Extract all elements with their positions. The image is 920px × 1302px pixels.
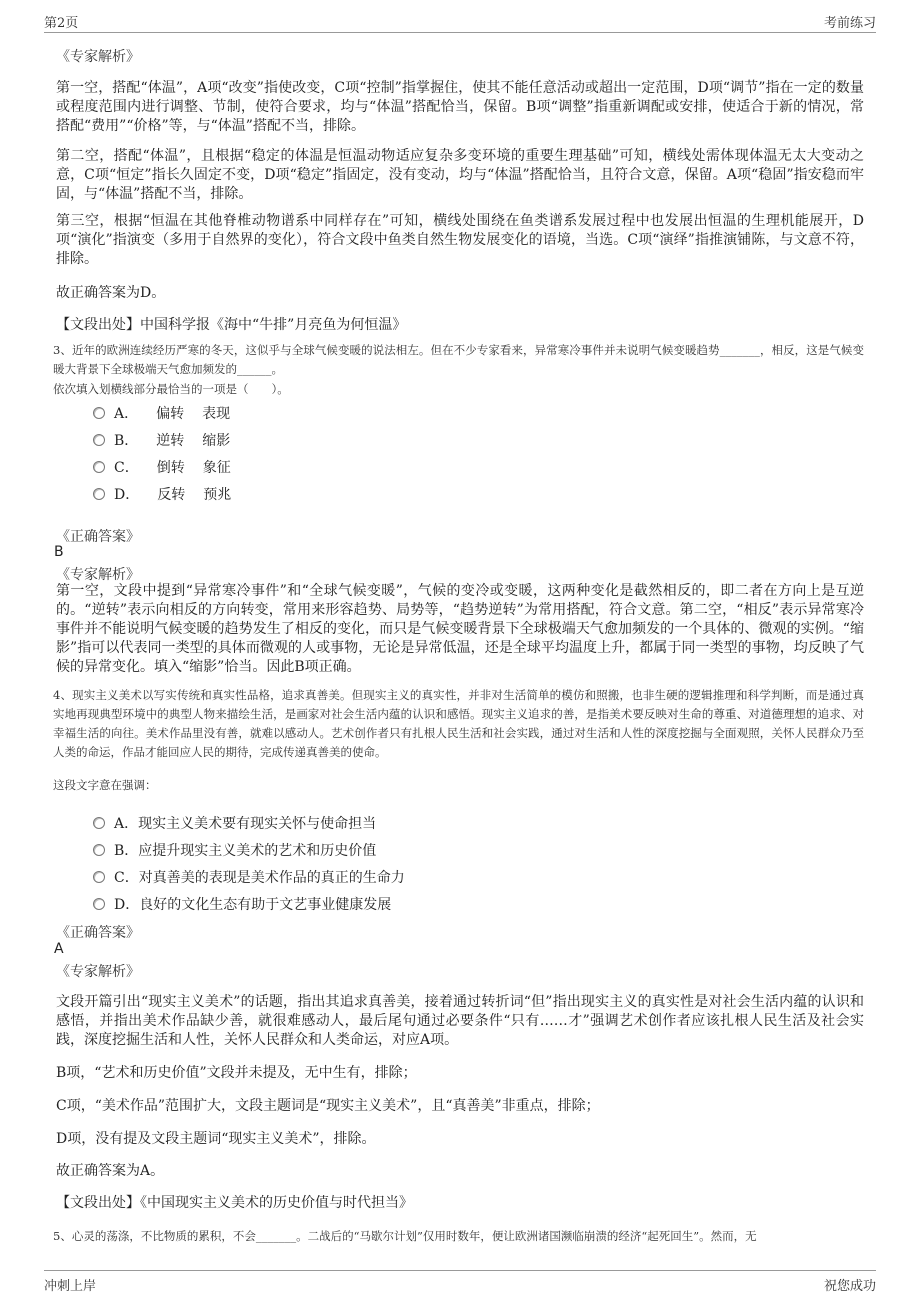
q2-conclusion: 故正确答案为D。 (56, 285, 166, 301)
q4-option-a[interactable]: A．现实主义美术要有现实关怀与使命担当 (93, 813, 376, 833)
page-number: 第2页 (44, 16, 79, 31)
footer-right-text: 祝您成功 (823, 1279, 876, 1294)
footer-left-text: 冲刺上岸 (44, 1279, 97, 1294)
q3-option-b[interactable]: B． 逆转 缩影 (93, 430, 230, 450)
q4-option-b[interactable]: B．应提升现实主义美术的艺术和历史价值 (93, 840, 376, 860)
radio-icon[interactable] (93, 844, 105, 856)
q2-analysis-para-2: 第二空，搭配“体温”，且根据“稳定的体温是恒温动物适应复杂多变环境的重要生理基础”可知，横线处需体现体温无太大变动之意，C项“恒定”指长久固定不变，D项“稳定”指固定，没有变动，均与“体温”搭配恰当，且符合文意，保留。A项“稳固”指安稳而牢固，与“体温”搭配不当，排除。 (56, 148, 864, 202)
q4-analysis-c: C项，“美术作品”范围扩大，文段主题词是“现实主义美术”，且“真善美”非重点，排除； (56, 1098, 600, 1114)
page-header (44, 10, 876, 33)
q4-source: 【文段出处】《中国现实主义美术的历史价值与时代担当》 (56, 1195, 413, 1211)
q3-analysis-label: 《专家解析》 (56, 567, 140, 583)
q2-source: 【文段出处】中国科学报《海中“牛排”月亮鱼为何恒温》 (56, 317, 407, 333)
q4-prompt: 这段文字意在强调： (53, 778, 157, 792)
q3-prompt: 依次填入划横线部分最恰当的一项是（ ）。 (53, 382, 289, 396)
q2-analysis-para-3: 第三空，根据“恒温在其他脊椎动物谱系中同样存在”可知，横线处围绕在鱼类谱系发展过程中也发展出恒温的生理机能展开，D项“演化”指演变（多用于自然界的变化），符合文段中鱼类自然生物发展变化的语境，当选。C项“演绎”指推演铺陈，与文意不符，排除。 (56, 213, 864, 267)
q4-option-c[interactable]: C．对真善美的表现是美术作品的真正的生命力 (93, 867, 405, 887)
q5-stem: 5、心灵的荡涤，不比物质的累积，不会_______。二战后的“马歇尔计划”仅用时数年，便让欧洲诸国濒临崩溃的经济“起死回生”。然而，无 (53, 1229, 757, 1243)
radio-icon[interactable] (93, 461, 105, 473)
q4-analysis-d: D项，没有提及文段主题词“现实主义美术”，排除。 (56, 1131, 376, 1147)
radio-icon[interactable] (93, 434, 105, 446)
q3-analysis: 第一空，文段中提到“异常寒冷事件”和“全球气候变暖”，气候的变冷或变暖，这两种变化是截然相反的，即二者在方向上是互逆的。“逆转”表示向相反的方向转变，常用来形容趋势、局势等，“趋势逆转”为常用搭配，符合文意。第二空，“相反”表示异常寒冷事件并不能说明气候变暖的趋势发生了相反的变化，而只是气候变暖背景下全球极端天气愈加频发的一个具体的、微观的实例。“缩影”指可以代表同一类型的具体而微观的人或事物，无论是异常低温，还是全球平均温度上升，都属于同一类型的事物，均反映了气候的异常变化。填入“缩影”恰当。因此B项正确。 (56, 583, 864, 675)
header-title: 考前练习 (823, 16, 876, 31)
q4-answer-label: 《正确答案》 (56, 925, 140, 941)
q4-analysis-b: B项，“艺术和历史价值”文段并未提及，无中生有，排除； (56, 1065, 417, 1081)
q3-option-c[interactable]: C． 倒转 象征 (93, 457, 231, 477)
q4-stem: 4、现实主义美术以写实传统和真实性品格，追求真善美。但现实主义的真实性，并非对生活简单的模仿和照搬，也非生硬的逻辑推理和科学判断，而是通过真实地再现典型环境中的典型人物来描绘生活，是画家对社会生活内蕴的认识和感悟。现实主义追求的善，是指美术要反映对生命的尊重、对道德理想的追求、对幸福生活的向往。美术作品里没有善，就难以感动人。艺术创作者只有扎根人民生活和社会实践，通过对生活和人性的深度挖掘与全面观照，关怀人民群众乃至人类的命运，作品才能回应人民的期待，完成传递真善美的使命。 (53, 688, 864, 759)
q4-answer: A (54, 941, 64, 957)
radio-icon[interactable] (93, 488, 105, 500)
q4-option-d[interactable]: D．良好的文化生态有助于文艺事业健康发展 (93, 894, 391, 914)
q4-conclusion: 故正确答案为A。 (56, 1163, 165, 1179)
q3-answer: B (54, 544, 64, 560)
q2-analysis-para-1: 第一空，搭配“体温”，A项“改变”指使改变，C项“控制”指掌握住，使其不能任意活动或超出一定范围，D项“调节”指在一定的数量或程度范围内进行调整、节制，使符合要求，均与“体温”搭配恰当，保留。B项“调整”指重新调配或安排，使适合于新的情况，常搭配“费用”“价格”等，与“体温”搭配不当，排除。 (56, 80, 864, 134)
q2-analysis-label: 《专家解析》 (56, 49, 140, 65)
q4-analysis-para: 文段开篇引出“现实主义美术”的话题，指出其追求真善美，接着通过转折词“但”指出现实主义的真实性是对社会生活内蕴的认识和感悟，并指出美术作品缺少善，就很难感动人，最后尾句通过必要条件“只有……才”强调艺术创作者应该扎根人民生活及社会实践，深度挖掘生活和人性，关怀人民群众和人类命运，对应A项。 (56, 994, 864, 1048)
radio-icon[interactable] (93, 898, 105, 910)
q3-option-a[interactable]: A． 偏转 表现 (93, 403, 230, 423)
q3-answer-label: 《正确答案》 (56, 529, 140, 545)
page-footer (44, 1270, 876, 1295)
q3-option-d[interactable]: D． 反转 预兆 (93, 484, 231, 504)
q4-analysis-label: 《专家解析》 (56, 964, 140, 980)
radio-icon[interactable] (93, 871, 105, 883)
q3-stem: 3、近年的欧洲连续经历严寒的冬天，这似乎与全球气候变暖的说法相左。但在不少专家看来，异常寒冷事件并未说明气候变暖趋势_______，相反，这是气候变暖大背景下全球极端天气愈加频发的______。 (53, 343, 864, 376)
radio-icon[interactable] (93, 407, 105, 419)
radio-icon[interactable] (93, 817, 105, 829)
